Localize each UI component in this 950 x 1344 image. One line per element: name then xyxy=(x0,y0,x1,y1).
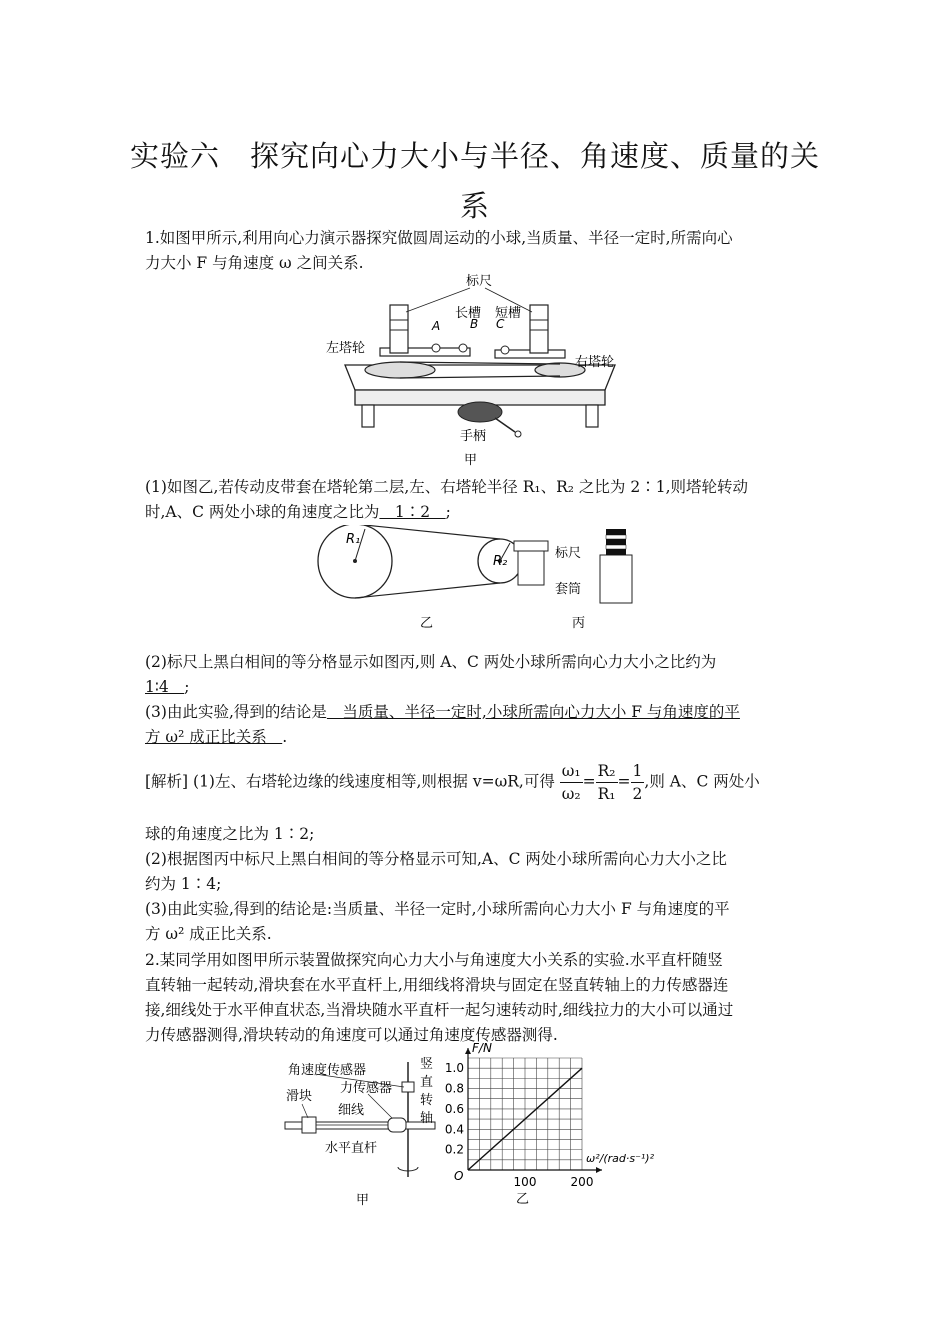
scale-black-2 xyxy=(606,539,626,545)
label-zuotalun: 左塔轮 xyxy=(326,341,366,356)
crank-handle xyxy=(495,418,515,432)
label-lichuan: 力传感器 xyxy=(340,1081,393,1096)
y-tick-label: 0.4 xyxy=(444,1122,464,1137)
label-xixian: 细线 xyxy=(338,1103,365,1118)
label-jiaosudu: 角速度传感器 xyxy=(288,1063,367,1078)
ball-C xyxy=(501,346,509,354)
label-B: B xyxy=(470,317,479,331)
answer-3-line1: 当质量、半径一定时,小球所需向心力大小 F 与角速度的平 xyxy=(326,703,740,721)
y-tick-label: 0.2 xyxy=(444,1142,464,1157)
figure-rotating-rod xyxy=(280,1052,450,1212)
ball-B xyxy=(459,344,467,352)
caption-yi-2: 乙 xyxy=(516,1192,530,1207)
answer-1: 1∶2 xyxy=(379,503,446,521)
y-axis-label: F/N xyxy=(472,1041,492,1055)
x-axis-arrow xyxy=(596,1167,602,1173)
page-title-continued: 系 xyxy=(459,189,490,223)
label-zhou: 轴 xyxy=(420,1111,434,1126)
left-scale-column xyxy=(390,305,408,353)
scale-black-1 xyxy=(606,529,626,535)
ball-A xyxy=(432,344,440,352)
q1-part3: (3)由此实验,得到的结论是 当质量、半径一定时,小球所需向心力大小 F 与角速度的平 方 ω² 成正比关系 . xyxy=(145,703,740,746)
origin-label: O xyxy=(454,1169,464,1183)
answer-3-line2: 方 ω² 成正比关系 xyxy=(145,728,283,746)
scale-black-3 xyxy=(606,549,626,555)
label-duancao: 短槽 xyxy=(495,306,522,321)
force-sensor xyxy=(388,1118,406,1132)
label-R1: R₁ xyxy=(346,532,361,547)
apparatus-leg-left xyxy=(362,405,374,427)
label-huakuai: 滑块 xyxy=(286,1089,313,1104)
sleeve-right xyxy=(600,555,632,603)
figure-pulleys-and-scale xyxy=(310,525,650,635)
label-zhuan: 转 xyxy=(420,1093,434,1108)
sleeve-left xyxy=(518,547,544,585)
label-biaochi: 标尺 xyxy=(466,274,493,289)
y-axis-arrow xyxy=(465,1048,471,1054)
label-youtalun: 右塔轮 xyxy=(575,355,615,370)
figure-centripetal-apparatus xyxy=(320,270,640,470)
label-biaochi-2: 标尺 xyxy=(555,546,582,561)
label-shoubing: 手柄 xyxy=(460,429,487,444)
right-scale-column xyxy=(530,305,548,353)
label-R2: R₂ xyxy=(493,554,508,569)
label-changcao: 长槽 xyxy=(455,306,482,321)
q1-stem: 1.如图甲所示,利用向心力演示器探究做圆周运动的小球,当质量、半径一定时,所需向心 力大小 F 与角速度 ω 之间关系. xyxy=(145,229,733,272)
fraction-radius: $\frac{\text{R₂}}{\text{R₁}}$ xyxy=(597,762,616,803)
caption-jia-2: 甲 xyxy=(356,1193,370,1208)
q1-analysis-rest: 球的角速度之比为 1∶2; (2)根据图丙中标尺上黑白相间的等分格显示可知,A、C 两处小球所需向心力大小之比 约为 1∶4; (3)由此实验,得到的结论是:当质量、半径一定时,小球所需向心力大小 F 与角速度的平 方 ω² 成正比关系. xyxy=(145,825,730,943)
y-tick-label: 0.6 xyxy=(444,1101,464,1116)
left-tower-wheel xyxy=(365,362,435,378)
fraction-half: $\frac{1}{2}$ xyxy=(632,762,643,803)
fraction-omega: $\frac{\text{ω₁}}{\text{ω₂}}$ xyxy=(561,762,581,803)
x-tick-label: 100 xyxy=(513,1175,537,1189)
label-C: C xyxy=(496,317,505,331)
y-tick-label: 0.8 xyxy=(444,1081,464,1096)
q2-stem: 2.某同学用如图甲所示装置做探究向心力大小与角速度大小关系的实验.水平直杆随竖 直转轴一起转动,滑块套在水平直杆上,用细线将滑块与固定在竖直转轴上的力传感器连 接,细线处于水平伸直状态,当滑块随水平直杆一起匀速转动时,细线拉力的大小可以通过 力传感器测得,滑块转动的角速度可以通过角速度传感器测得. xyxy=(145,951,734,1044)
y-tick-label: 1.0 xyxy=(444,1061,464,1076)
answer-2: 1∶4 xyxy=(145,678,185,696)
chart-grid xyxy=(468,1058,582,1170)
page-title: 实验六 探究向心力大小与半径、角速度、质量的关 xyxy=(129,139,820,173)
q1-part2: (2)标尺上黑白相间的等分格显示如图丙,则 A、C 两处小球所需向心力大小之比约为 1∶4 ; xyxy=(145,653,717,696)
caption-yi: 乙 xyxy=(420,616,434,631)
caption-jia: 甲 xyxy=(464,453,478,468)
x-tick-label: 200 xyxy=(570,1175,594,1189)
chart-marks xyxy=(445,1048,602,1189)
caption-bing: 丙 xyxy=(572,616,586,631)
chart-F-vs-omega-squared xyxy=(440,1040,700,1212)
label-shuiping: 水平直杆 xyxy=(325,1141,378,1156)
label-shu: 竖 xyxy=(420,1057,434,1072)
q1-analysis-line1: [解析] (1)左、右塔轮边缘的线速度相等,则根据 v=ωR,可得 $\frac{\text{ω₁}}{\text{ω₂}}$ = $\frac{\text{R₂}}{\text{R₁}}$ = $\frac{1}{2}$ ,则 A、C 两处小 xyxy=(145,762,760,803)
x-axis-label: ω²/(rad·s⁻¹)² xyxy=(586,1152,655,1165)
label-A: A xyxy=(432,319,441,333)
q1-part1: (1)如图乙,若传动皮带套在塔轮第二层,左、右塔轮半径 R₁、R₂ 之比为 2∶1,则塔轮转动 时,A、C 两处小球的角速度之比为 1∶2 ; xyxy=(145,478,749,521)
label-taotong: 套筒 xyxy=(555,582,582,597)
label-zhi: 直 xyxy=(420,1075,434,1090)
apparatus-leg-right xyxy=(586,405,598,427)
slider-block xyxy=(302,1117,316,1133)
